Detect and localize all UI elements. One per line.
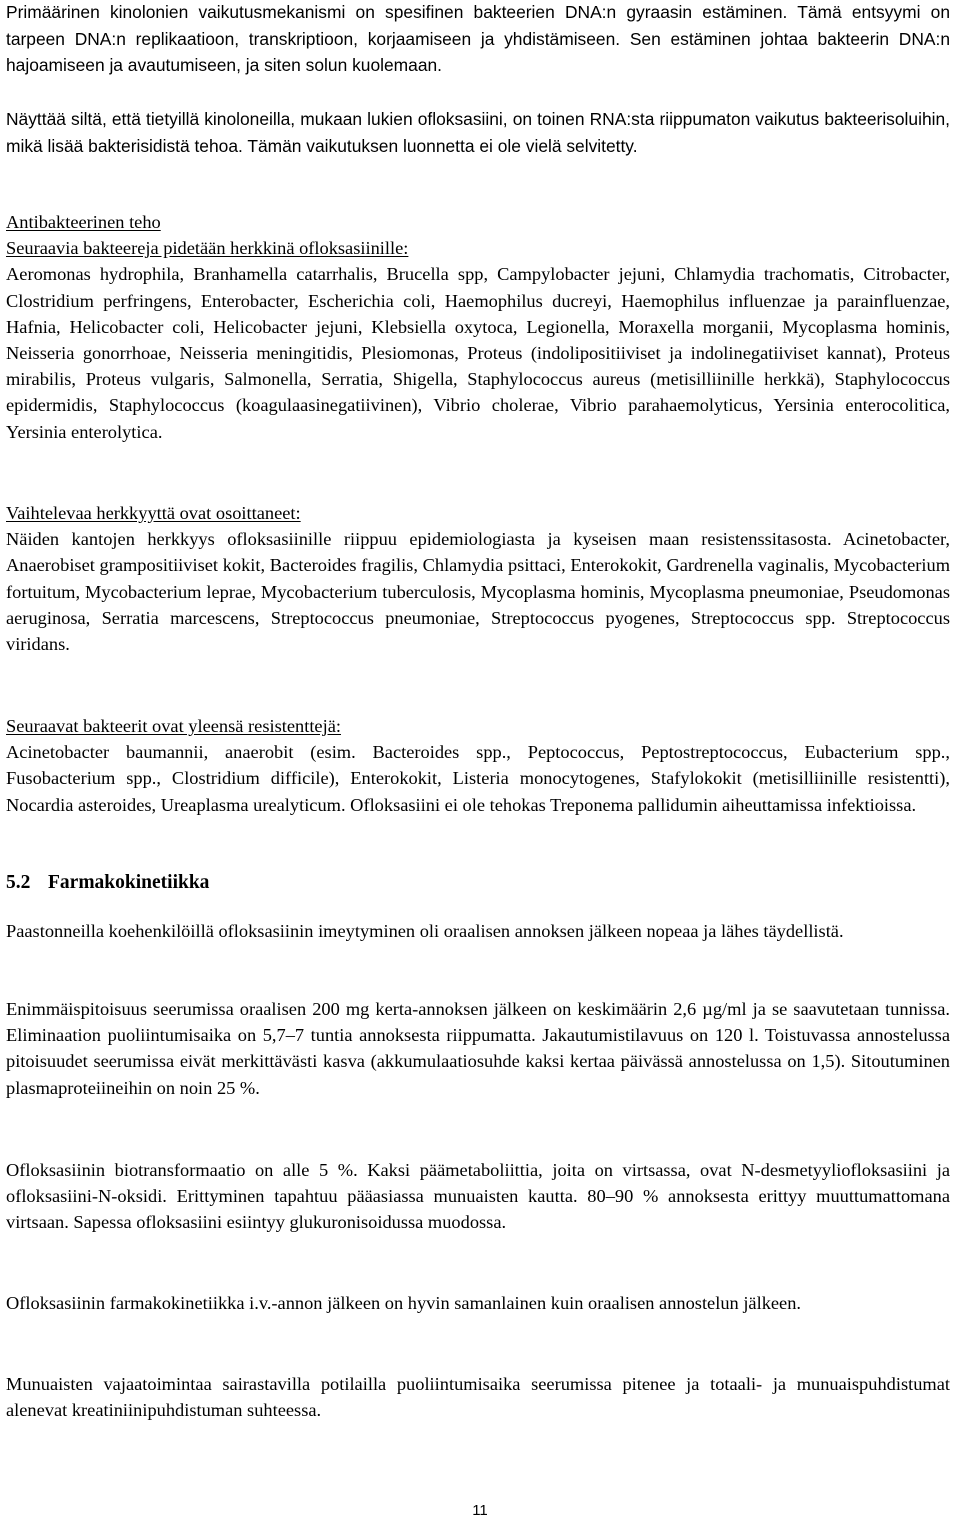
section-heading-5-2	[6, 872, 209, 894]
variable-text: Näiden kantojen herkkyys ofloksasiinille riippuu epidemiologiasta ja kyseisen maan resistenssitasosta. Acinetobacter, Anaerobiset grampositiiviset kokit, Bacteroides fragilis, Chlamydia psittaci, Enterokokit, Gardrenella vaginalis, Mycobacterium fortuitum, Mycobacterium leprae, Mycobacterium tuberculosis, Mycoplasma hominis, Mycoplasma pneumoniae, Pseudomonas aeruginosa, Serratia marcescens, Streptococcus pneumoniae, Streptococcus pyogenes, Streptococcus spp. Streptococcus viridans.	[6, 529, 950, 655]
kinetics-paragraph: Enimmäispitoisuus seerumissa oraalisen 200 mg kerta-annoksen jälkeen on keskimäärin 2,6 µg/ml ja se saavutetaan tunnissa. Eliminaation puoliintumisaika on 5,7–7 tuntia annoksesta riippumatta. Jakautumistilavuus on 120 l. Toistuvassa annostelussa pitoisuudet seerumissa eivät merkittävästi kasva (akkumulaatiosuhde kaksi kertaa päivässä annostelussa on 1,5). Sitoutuminen plasmaproteiineihin on noin 25 %.	[6, 999, 950, 1098]
variable-label: Vaihtelevaa herkkyyttä ovat osoittaneet:	[6, 503, 301, 523]
metabolism-paragraph: Ofloksasiinin biotransformaatio on alle 5 %. Kaksi päämetaboliittia, joita on virtsassa, ovat N-desmetyyliofloksasiini ja ofloksasiini-N-oksidi. Erittyminen tapahtuu pääasiassa munuaisten kautta. 80–90 % annoksesta erittyy muuttumattomana virtsaan. Sapessa ofloksasiini esiintyy glukuronisoidussa muodossa.	[6, 1160, 950, 1233]
mechanism-paragraph: Primäärinen kinolonien vaikutusmekanismi on spesifinen bakteerien DNA:n gyraasin estäminen. Tämä entsyymi on tarpeen DNA:n replikaatioon, transkriptioon, korjaamiseen ja yhdistämiseen. Sen estäminen johtaa bakteerin DNA:n hajoamiseen ja avautumiseen, ja siten solun kuolemaan.	[6, 2, 950, 76]
rna-effect-paragraph: Näyttää siltä, että tietyillä kinoloneilla, mukaan lukien ofloksasiini, on toinen RNA:sta riippumaton vaikutus bakteerisoluihin, mikä lisää bakterisidistä tehoa. Tämän vaikutuksen luonnetta ei ole vielä selvitetty.	[6, 109, 950, 156]
antibacterial-heading: Antibakteerinen teho	[6, 212, 161, 232]
variable-section	[6, 500, 950, 657]
section-title: Farmakokinetiikka	[48, 872, 210, 893]
iv-paragraph: Ofloksasiinin farmakokinetiikka i.v.-annon jälkeen on hyvin samanlainen kuin oraalisen annostelun jälkeen.	[6, 1293, 802, 1313]
resistant-text: Acinetobacter baumannii, anaerobit (esim. Bacteroides spp., Peptococcus, Peptostreptococcus, Eubacterium spp., Fusobacterium spp., Clostridium difficile), Enterokokit, Listeria monocytogenes, Stafylokokit (metisilliinille resistentti), Nocardia asteroides, Ureaplasma urealyticum. Ofloksasiini ei ole tehokas Treponema pallidumin aiheuttamissa infektioissa.	[6, 742, 950, 815]
absorption-paragraph: Paastonneilla koehenkilöillä ofloksasiinin imeytyminen oli oraalisen annoksen jälkeen nopeaa ja lähes täydellistä.	[6, 921, 844, 941]
resistant-section	[6, 713, 950, 818]
antibacterial-section	[6, 209, 950, 445]
resistant-label: Seuraavat bakteerit ovat yleensä resistenttejä:	[6, 716, 341, 736]
page-number: 11	[472, 1502, 488, 1519]
renal-paragraph: Munuaisten vajaatoimintaa sairastavilla potilailla puoliintumisaika seerumissa pitenee ja totaali- ja munuaispuhdistumat alenevat kreatiniinipuhdistuman suhteessa.	[6, 1374, 950, 1421]
sensitive-label: Seuraavia bakteereja pidetään herkkinä ofloksasiinille:	[6, 238, 409, 259]
sensitive-list: Aeromonas hydrophila, Branhamella catarrhalis, Brucella spp, Campylobacter jejuni, Chlamydia trachomatis, Citrobacter, Clostridium perfringens, Enterobacter, Escherichia coli, Haemophilus ducreyi, Haemophilus influenzae ja parainfluenzae, Hafnia, Helicobacter coli, Helicobacter jejuni, Klebsiella oxytoca, Legionella, Moraxella morganii, Mycoplasma hominis, Neisseria gonorrhoae, Neisseria meningitidis, Plesiomonas, Proteus (indolipositiiviset ja indolinegatiiviset kannat), Proteus mirabilis, Proteus vulgaris, Salmonella, Serratia, Shigella, Staphylococcus aureus (metisilliinille herkkä), Staphylococcus epidermidis, Staphylococcus (koagulaasinegatiivinen), Vibrio cholerae, Vibrio parahaemolyticus, Yersinia enterocolitica, Yersinia enterolytica.	[6, 264, 950, 442]
section-number: 5.2	[6, 872, 31, 893]
